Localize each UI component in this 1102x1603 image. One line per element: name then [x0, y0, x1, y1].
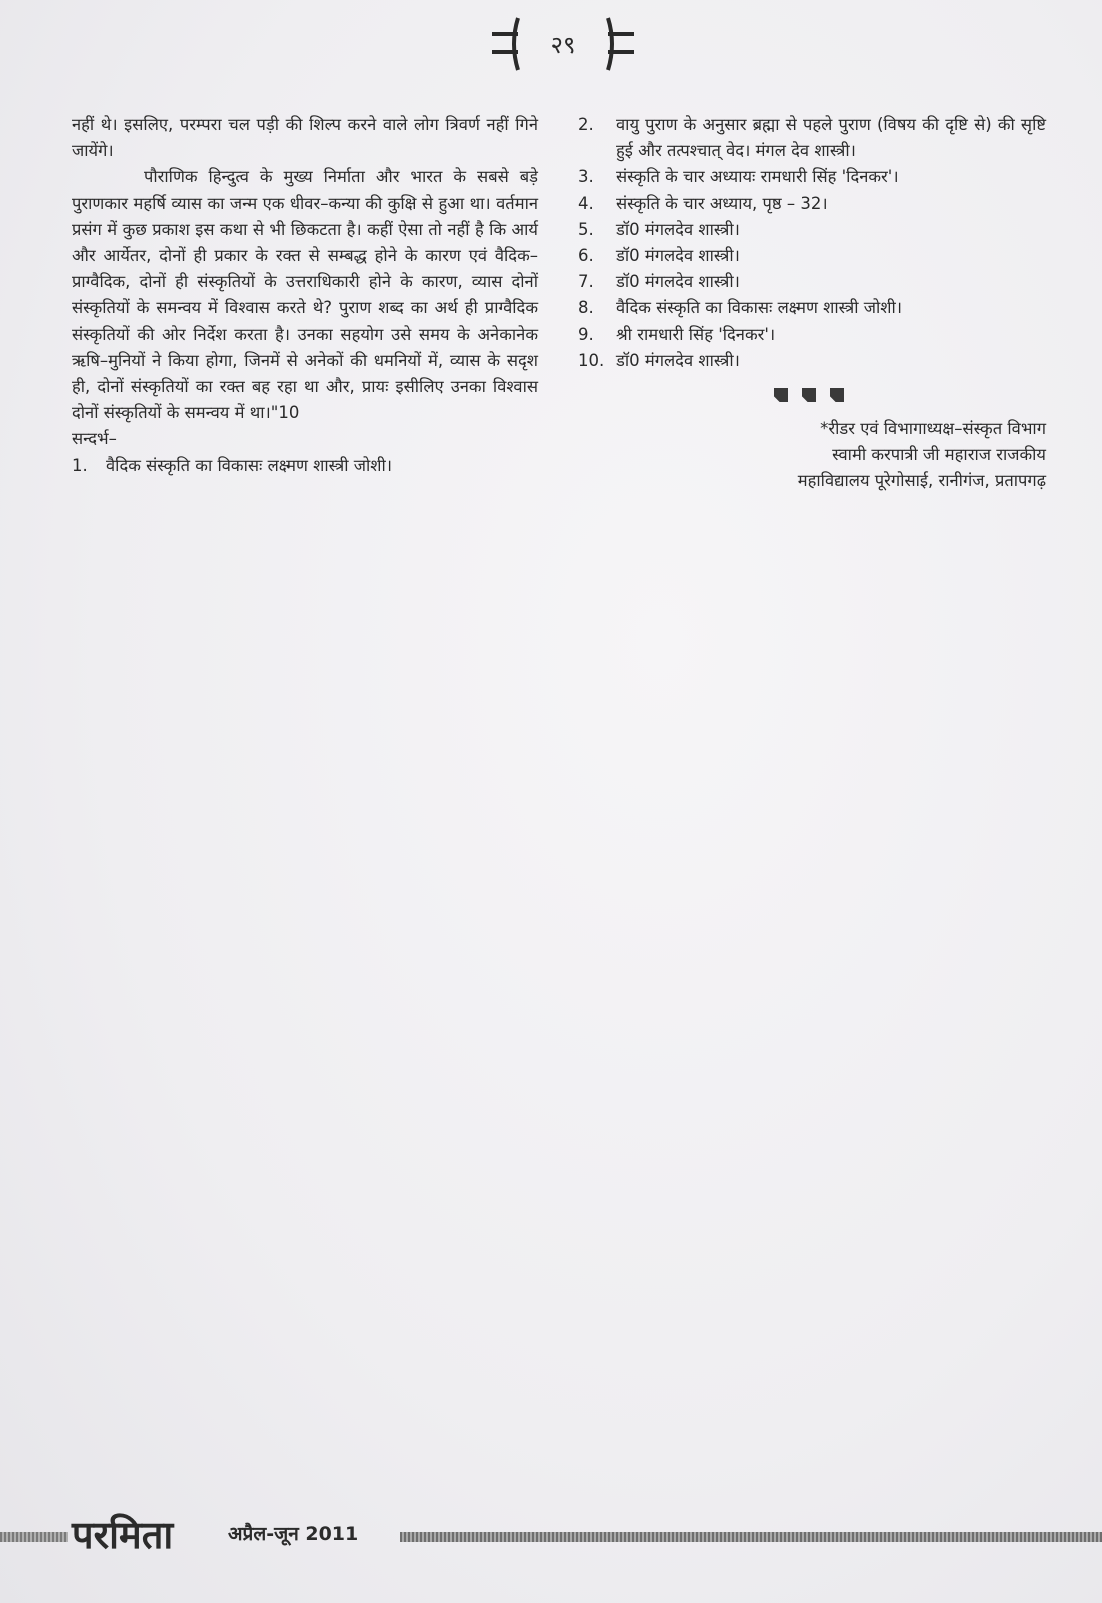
reference-text: संस्कृति के चार अध्यायः रामधारी सिंह 'दिनकर'।: [616, 167, 899, 187]
affiliation-line: महाविद्यालय पूरेगोसाई, रानीगंज, प्रतापगढ़: [797, 471, 1046, 491]
reference-text: संस्कृति के चार अध्याय, पृष्ठ – 32।: [616, 193, 828, 213]
paragraph: नहीं थे। इसलिए, परम्परा चल पड़ी की शिल्प करने वाले लोग त्रिवर्ण नहीं गिने जायेंगे।: [72, 115, 538, 161]
ornament-mark: [802, 388, 816, 402]
reference-item: [578, 243, 1046, 269]
issue-date: अप्रैल-जून 2011: [228, 1523, 359, 1545]
paragraph: पौराणिक हिन्दुत्व के मुख्य निर्माता और भारत के सबसे बड़े पुराणकार महर्षि व्यास का जन्म एक धीवर–कन्या की कुक्षि से हुआ था। वर्तमान प्रसंग में कुछ प्रकाश इस कथा से भी छिकटता है। कहीं ऐसा तो नहीं है कि आर्य और आर्येतर, दोनों ही प्रकार के रक्त से सम्बद्ध होने के कारण एवं वैदिक–प्राग्वैदिक, दोनों ही संस्कृतियों के उत्तराधिकारी होने के कारण, व्यास दोनों संस्कृतियों के समन्वय में विश्वास करते थे? पुराण शब्द का अर्थ ही प्राग्वैदिक संस्कृतियों की ओर निर्देश करता है। उनका सहयोग उसे समय के अनेकानेक ऋषि–मुनियों ने किया होगा, जिनमें से अनेकों की धमनियों में, व्यास के सदृश ही, दोनों संस्कृतियों का रक्त बह रहा था और, प्रायः इसीलिए उनका विश्वास दोनों संस्कृतियों के समन्वय में था।"10: [72, 167, 538, 423]
reference-list: [578, 112, 1046, 374]
reference-text: डॉ0 मंगलदेव शास्त्री।: [616, 246, 740, 266]
reference-number: 3.: [578, 167, 594, 187]
reference-number: 7.: [578, 272, 594, 292]
reference-text: श्री रामधारी सिंह 'दिनकर'।: [616, 324, 776, 344]
reference-item: [578, 322, 1046, 348]
reference-list: [72, 453, 538, 479]
section-end-ornament: [774, 388, 1046, 410]
reference-text: वैदिक संस्कृति का विकासः लक्ष्मण शास्त्री जोशी।: [106, 455, 392, 475]
right-column: [578, 112, 1046, 495]
reference-number: 1.: [72, 455, 88, 475]
affiliation-line: *रीडर एवं विभागाध्यक्ष–संस्कृत विभाग: [820, 419, 1046, 439]
page-number: २९: [550, 31, 576, 59]
reference-text: डॉ0 मंगलदेव शास्त्री।: [616, 219, 740, 239]
page-number-left-ornament: [488, 14, 528, 74]
page-header: [488, 14, 638, 74]
reference-text: वैदिक संस्कृति का विकासः लक्ष्मण शास्त्री जोशी।: [616, 298, 902, 318]
reference-item: [578, 217, 1046, 243]
page-number-right-ornament: [598, 14, 638, 74]
reference-item: [578, 191, 1046, 217]
ornament-mark: [830, 388, 844, 402]
author-affiliation: [578, 416, 1046, 495]
reference-item: [578, 348, 1046, 374]
reference-text: वायु पुराण के अनुसार ब्रह्मा से पहले पुराण (विषय की दृष्टि से) की सृष्टि हुई और तत्पश्चात् वेद। मंगल देव शास्त्री।: [616, 115, 1046, 161]
references-heading: सन्दर्भ–: [72, 429, 117, 449]
reference-item: [578, 164, 1046, 190]
footer-rule-right: [400, 1532, 1102, 1542]
reference-item: [578, 295, 1046, 321]
left-column: [72, 112, 538, 479]
reference-item: [72, 453, 538, 479]
reference-text: डॉ0 मंगलदेव शास्त्री।: [616, 272, 740, 292]
reference-number: 2.: [578, 115, 594, 134]
reference-item: [578, 112, 1046, 164]
ornament-mark: [774, 388, 788, 402]
reference-number: 8.: [578, 298, 594, 318]
affiliation-line: स्वामी करपात्री जी महाराज राजकीय: [832, 445, 1046, 465]
footer-rule-left: [0, 1532, 68, 1542]
reference-number: 10.: [578, 350, 605, 370]
journal-name: परमिता: [72, 1512, 174, 1557]
reference-number: 4.: [578, 193, 594, 213]
reference-item: [578, 269, 1046, 295]
reference-number: 6.: [578, 246, 594, 266]
reference-text: डॉ0 मंगलदेव शास्त्री।: [616, 350, 740, 370]
reference-number: 5.: [578, 219, 594, 239]
reference-number: 9.: [578, 324, 594, 344]
